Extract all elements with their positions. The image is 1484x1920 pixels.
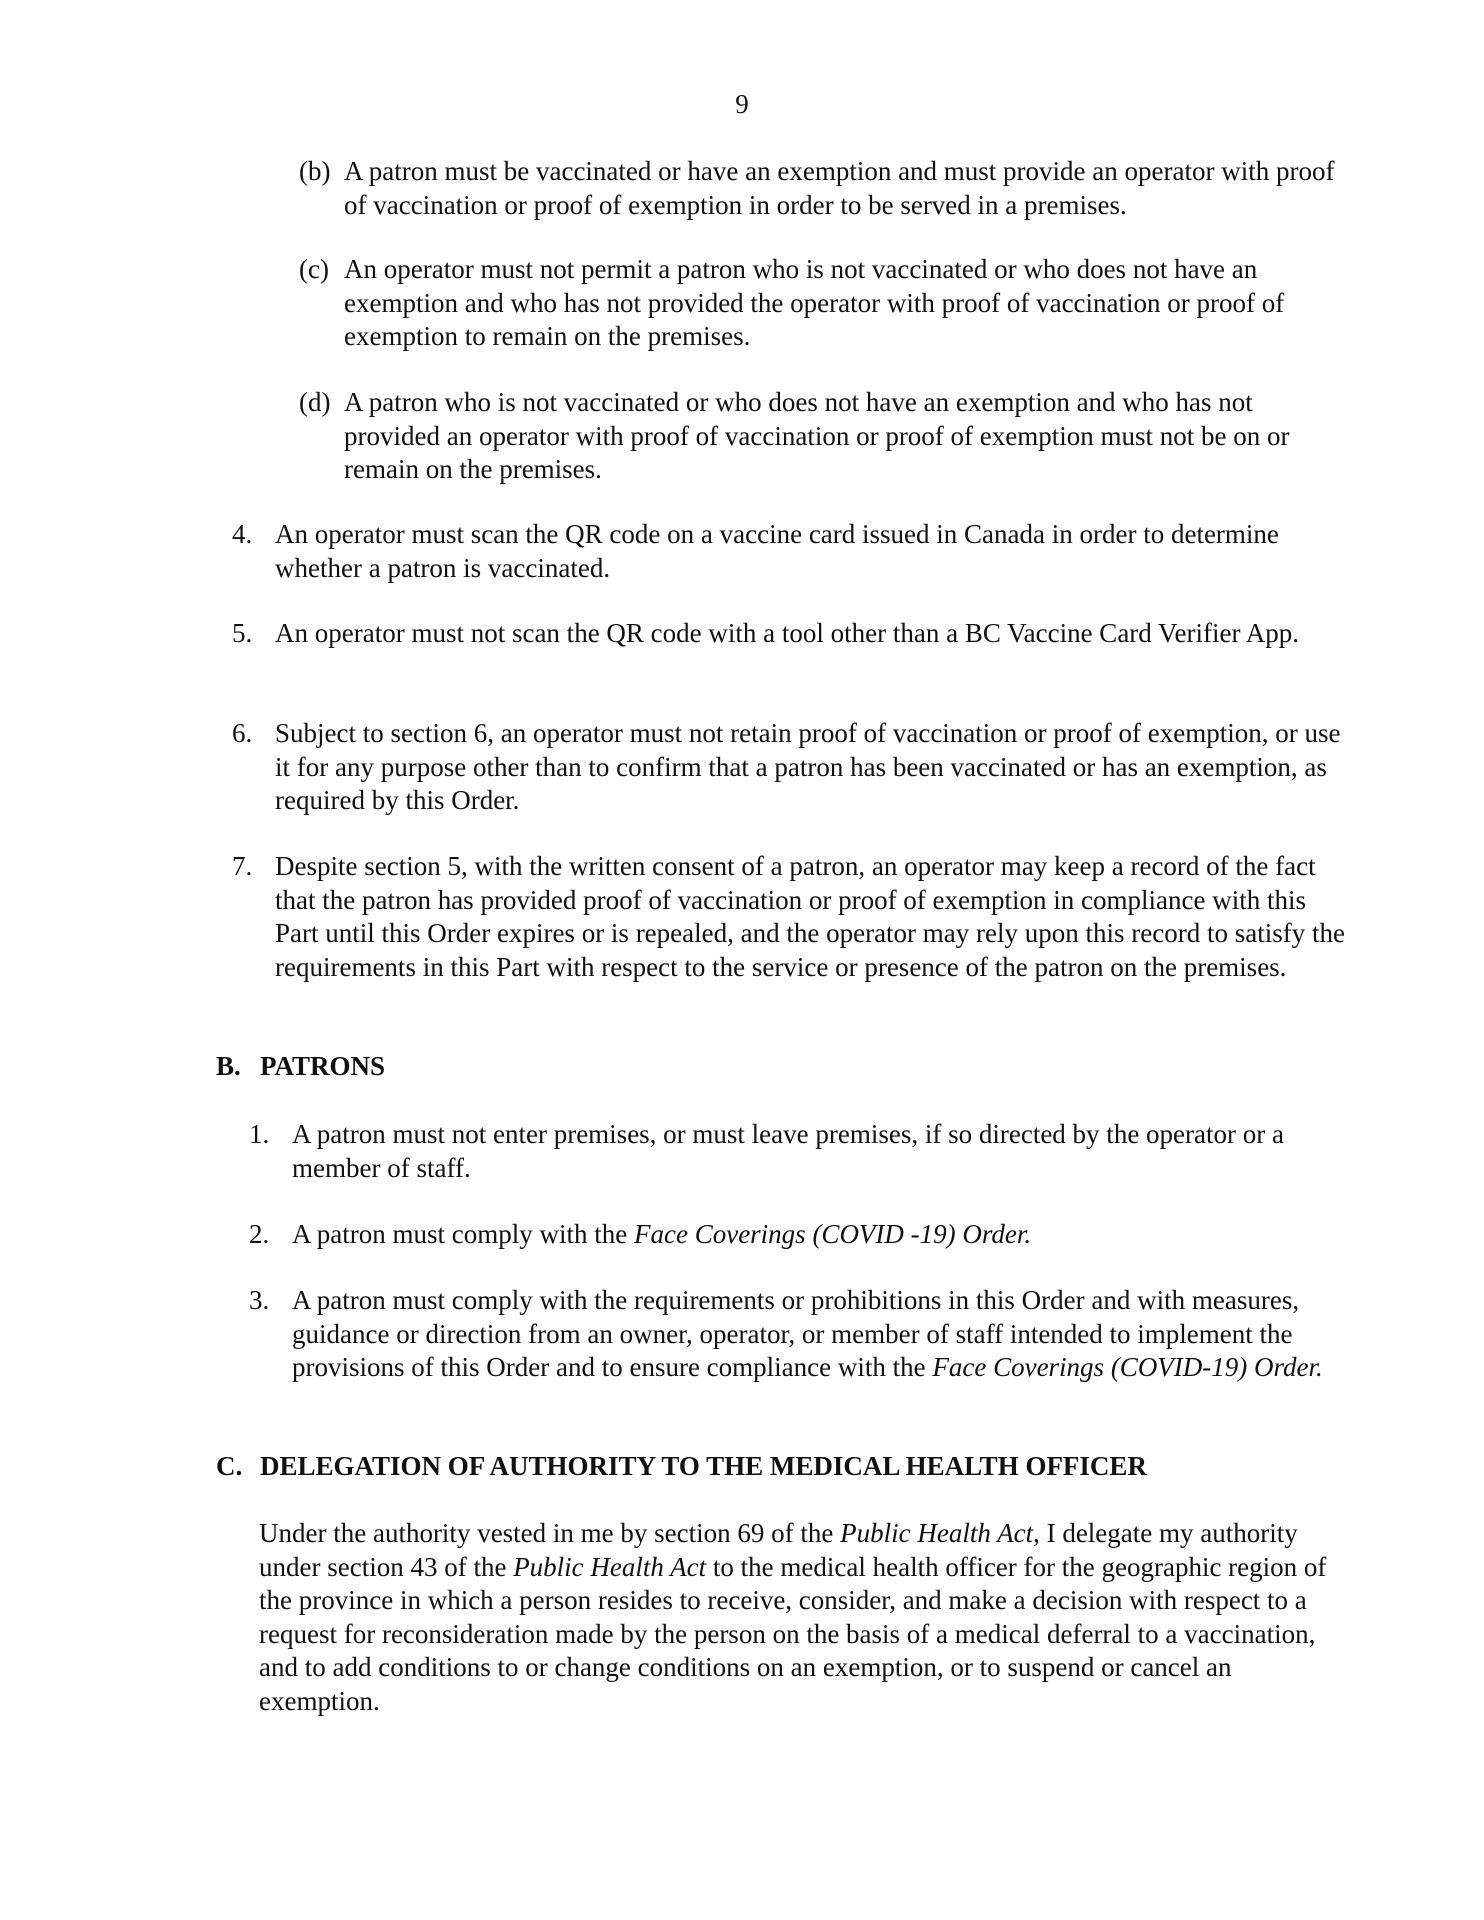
item-label: (d) bbox=[299, 387, 331, 417]
item-text: A patron must comply with the requirements or prohibitions in this Order and with measures, guidance or direction from an owner, operator, or member of staff intended to implement the provisions of this Order and to ensure compliance with the bbox=[292, 1285, 1300, 1382]
item-text: Despite section 5, with the written consent of a patron, an operator may keep a record of the fact that the patron has provided proof of vaccination or proof of exemption in compliance with this Part until this Order expires or is repealed, and the operator may rely upon this record to satisfy the requirements in this Part with respect to the service or presence of the patron on the premises. bbox=[275, 851, 1345, 982]
item-label: 7. bbox=[232, 851, 253, 881]
item-label: (c) bbox=[299, 254, 329, 284]
section-heading-b bbox=[216, 1050, 385, 1083]
list-item bbox=[232, 850, 1346, 984]
item-text: A patron who is not vaccinated or who does not have an exemption and who has not provided an operator with proof of vaccination or proof of exemption must not be on or remain on the premises. bbox=[344, 387, 1290, 484]
list-item bbox=[299, 386, 1339, 487]
item-text: Subject to section 6, an operator must not retain proof of vaccination or proof of exemption, or use it for any purpose other than to confirm that a patron has been vaccinated or has an exemption, as required by this Order. bbox=[275, 718, 1341, 815]
section-title: PATRONS bbox=[260, 1051, 386, 1081]
order-title: Face Coverings (COVID-19) Order. bbox=[932, 1352, 1323, 1382]
order-title: Face Coverings (COVID -19) Order. bbox=[633, 1219, 1032, 1249]
item-label: (b) bbox=[299, 156, 331, 186]
section-label: C. bbox=[216, 1451, 243, 1481]
list-item bbox=[299, 155, 1339, 222]
list-item bbox=[299, 253, 1339, 354]
list-item bbox=[249, 1218, 1346, 1252]
item-text: An operator must not permit a patron who is not vaccinated or who does not have an exemption and who has not provided the operator with proof of vaccination or proof of exemption to remain on the premises. bbox=[344, 254, 1285, 351]
item-label: 2. bbox=[249, 1219, 270, 1249]
item-label: 5. bbox=[232, 618, 253, 648]
page-number: 9 bbox=[735, 89, 749, 119]
item-label: 1. bbox=[249, 1119, 270, 1149]
delegation-paragraph: Under the authority vested in me by section 69 of the Public Health Act, I delegate my authority under section 43 of the Public Health Act to the medical health officer for the geographic region of the province in which a person resides to receive, consider, and make a decision with respect to a request for reconsideration made by the person on the basis of a medical deferral to a vaccination, and to add conditions to or change conditions on an exemption, or to suspend or cancel an exemption. bbox=[259, 1518, 1327, 1716]
act-title: Public Health Act bbox=[513, 1551, 707, 1582]
list-item bbox=[232, 717, 1346, 818]
section-label: B. bbox=[216, 1051, 241, 1081]
section-title: DELEGATION OF AUTHORITY TO THE MEDICAL HEALTH OFFICER bbox=[260, 1451, 1147, 1481]
item-text: An operator must scan the QR code on a vaccine card issued in Canada in order to determine whether a patron is vaccinated. bbox=[275, 519, 1279, 583]
item-text: A patron must comply with the bbox=[292, 1219, 634, 1249]
item-label: 4. bbox=[232, 519, 253, 549]
list-item bbox=[249, 1118, 1346, 1185]
section-heading-c bbox=[216, 1450, 1147, 1483]
item-text: A patron must not enter premises, or must leave premises, if so directed by the operator or a member of staff. bbox=[292, 1119, 1284, 1183]
list-item bbox=[249, 1284, 1346, 1385]
act-title: Public Health Act bbox=[840, 1518, 1034, 1548]
item-text: An operator must not scan the QR code with a tool other than a BC Vaccine Card Verifier App. bbox=[275, 618, 1300, 648]
item-label: 6. bbox=[232, 718, 253, 748]
list-item bbox=[232, 617, 1339, 651]
item-text: A patron must be vaccinated or have an exemption and must provide an operator with proof of vaccination or proof of exemption in order to be served in a premises. bbox=[344, 156, 1335, 220]
item-label: 3. bbox=[249, 1285, 270, 1315]
list-item bbox=[232, 518, 1339, 585]
